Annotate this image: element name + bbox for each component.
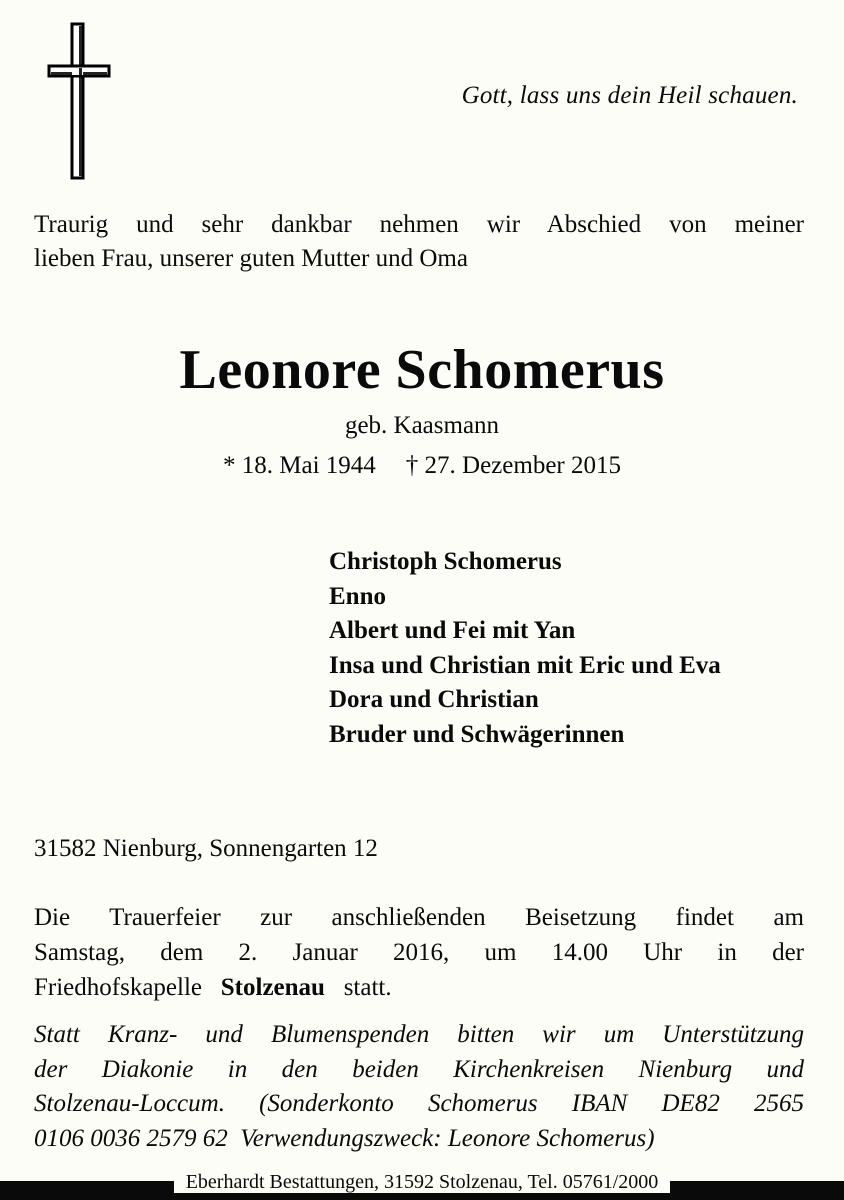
- family-member: Bruder und Schwägerinnen: [329, 720, 625, 748]
- family-member: Enno: [329, 582, 386, 610]
- footer: [0, 1170, 844, 1194]
- family-member: Christoph Schomerus: [329, 548, 562, 575]
- funeral-home-info: Eberhardt Bestattungen, 31592 Stolzenau, Tel. 05761/2000: [174, 1171, 671, 1193]
- birth-date: * 18. Mai 1944: [223, 452, 376, 479]
- intro-line: Traurig und sehr dankbar nehmen wir Abschied von meiner: [34, 211, 804, 238]
- service-ending: statt.: [343, 974, 392, 1001]
- address: 31582 Nienburg, Sonnengarten 12: [34, 835, 378, 862]
- donation-line: 0106 0036 2579 62 Verwendungszweck: Leonore Schomerus): [34, 1124, 655, 1152]
- donation-line: Stolzenau-Loccum. (Sonderkonto Schomerus IBAN DE82 2565: [34, 1090, 804, 1117]
- chapel-label: Friedhofskapelle: [34, 974, 203, 1001]
- donation-line: der Diakonie in den beiden Kirchenkreisen Nienburg und: [34, 1055, 804, 1083]
- donation-request: [34, 1018, 804, 1156]
- life-dates: [0, 452, 844, 480]
- intro-text: [34, 208, 804, 276]
- family-list: [329, 545, 721, 752]
- intro-line: lieben Frau, unserer guten Mutter und Oma: [34, 245, 468, 272]
- service-line: [34, 970, 804, 1005]
- chapel-place: Stolzenau: [220, 974, 325, 1001]
- cross-icon: [46, 22, 112, 180]
- family-member: Albert und Fei mit Yan: [329, 617, 576, 644]
- funeral-service-info: [34, 900, 804, 1005]
- family-member: Insa und Christian mit Eric und Eva: [329, 651, 721, 679]
- service-line: Samstag, dem 2. Januar 2016, um 14.00 Uhr in der: [34, 939, 804, 966]
- maiden-name: geb. Kaasmann: [344, 412, 500, 439]
- service-line: Die Trauerfeier zur anschließenden Beisetzung findet am: [34, 904, 804, 931]
- motto-verse: Gott, lass uns dein Heil schauen.: [461, 82, 798, 109]
- family-member: Dora und Christian: [329, 686, 539, 713]
- deceased-name: Leonore Schomerus: [179, 339, 665, 401]
- donation-line: Statt Kranz- und Blumenspenden bitten wir um Unterstützung: [34, 1021, 804, 1048]
- death-date: † 27. Dezember 2015: [405, 452, 621, 479]
